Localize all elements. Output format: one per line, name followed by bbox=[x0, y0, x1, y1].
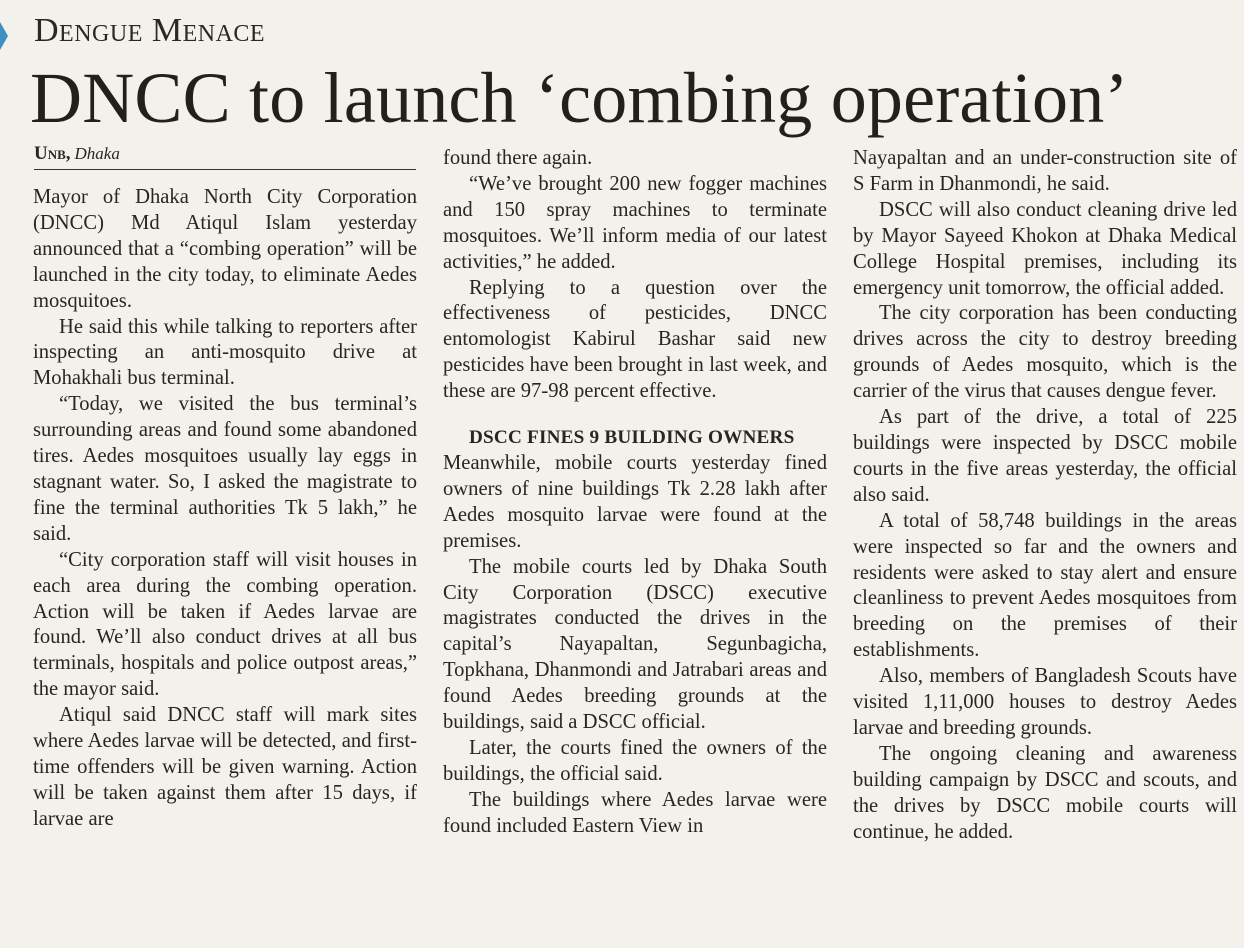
article-column-1 bbox=[33, 185, 417, 833]
paragraph: The buildings where Aedes larvae were found included Eastern View in bbox=[443, 788, 827, 837]
paragraph: Atiqul said DNCC staff will mark sites where Aedes larvae will be detected, and first-time offenders will be given warning. Action will be taken against them after 15 days, if larvae are bbox=[33, 704, 417, 830]
paragraph: found there again. bbox=[443, 147, 593, 169]
page-edge-marker bbox=[0, 22, 8, 50]
paragraph: “City corporation staff will visit houses in each area during the combing operation. Action will be taken if Aedes larvae are found. We’ll also conduct drives at all bus terminals, hospitals and police outpost areas,” the mayor said. bbox=[33, 548, 417, 701]
byline-agency: Unb, bbox=[34, 143, 71, 164]
paragraph: “Today, we visited the bus terminal’s surrounding areas and found some abandoned tires. Aedes mosquitoes usually lay eggs in stagnant water. So, I asked the magistrate to fine the terminal authorities Tk 5 lakh,” he said. bbox=[33, 393, 417, 545]
paragraph: Replying to a question over the effectiveness of pesticides, DNCC entomologist Kabirul Bashar said new pesticides have been brought in last week, and these are 97-98 percent effective. bbox=[443, 276, 827, 403]
paragraph: The ongoing cleaning and awareness building campaign by DSCC and scouts, and the drives by DSCC mobile courts will continue, he added. bbox=[853, 742, 1237, 843]
paragraph: Also, members of Bangladesh Scouts have visited 1,11,000 houses to destroy Aedes larvae and breeding grounds. bbox=[853, 665, 1237, 739]
paragraph: As part of the drive, a total of 225 buildings were inspected by DSCC mobile courts in the five areas yesterday, the official also said. bbox=[853, 406, 1237, 506]
paragraph: A total of 58,748 buildings in the areas were inspected so far and the owners and residents were asked to stay alert and ensure cleanliness to prevent Aedes mosquitoes from breeding on the premises of their establishments. bbox=[853, 509, 1237, 662]
paragraph: Nayapaltan and an under-construction site of S Farm in Dhanmondi, he said. bbox=[853, 147, 1237, 195]
paragraph: Later, the courts fined the owners of the buildings, the official said. bbox=[443, 736, 827, 785]
article-column-3 bbox=[853, 146, 1237, 845]
paragraph: “We’ve brought 200 new fogger machines and 150 spray machines to terminate mosquitoes. We’ll inform media of our latest activities,” he added. bbox=[443, 172, 827, 273]
section-kicker: Dengue Menace bbox=[34, 12, 266, 49]
paragraph: DSCC will also conduct cleaning drive led by Mayor Sayeed Khokon at Dhaka Medical College Hospital premises, including its emergency unit tomorrow, the official added. bbox=[853, 198, 1237, 299]
paragraph: Mayor of Dhaka North City Corporation (DNCC) Md Atiqul Islam yesterday announced that a “combing operation” will be launched in the city today, to eliminate Aedes mosquitoes. bbox=[33, 186, 417, 312]
paragraph: The mobile courts led by Dhaka South City Corporation (DSCC) executive magistrates conducted the drives in the capital’s Nayapaltan, Segunbagicha, Topkhana, Dhanmondi and Jatrabari areas and found Aedes breeding grounds at the buildings, said a DSCC official. bbox=[443, 555, 827, 734]
byline-place: Dhaka bbox=[74, 144, 120, 163]
byline bbox=[34, 143, 416, 170]
paragraph: He said this while talking to reporters after inspecting an anti-mosquito drive at Mohakhali bus terminal. bbox=[33, 315, 417, 390]
paragraph: Meanwhile, mobile courts yesterday fined owners of nine buildings Tk 2.28 lakh after Aedes mosquito larvae were found at the premises. bbox=[443, 451, 827, 552]
article-column-2 bbox=[443, 146, 827, 840]
article-headline: DNCC to launch ‘combing operation’ bbox=[30, 58, 1129, 138]
section-subhead: DSCC FINES 9 BUILDING OWNERS bbox=[469, 427, 795, 449]
paragraph: The city corporation has been conducting drives across the city to destroy breeding grounds of Aedes mosquito, which is the carrier of the virus that causes dengue fever. bbox=[853, 302, 1237, 403]
